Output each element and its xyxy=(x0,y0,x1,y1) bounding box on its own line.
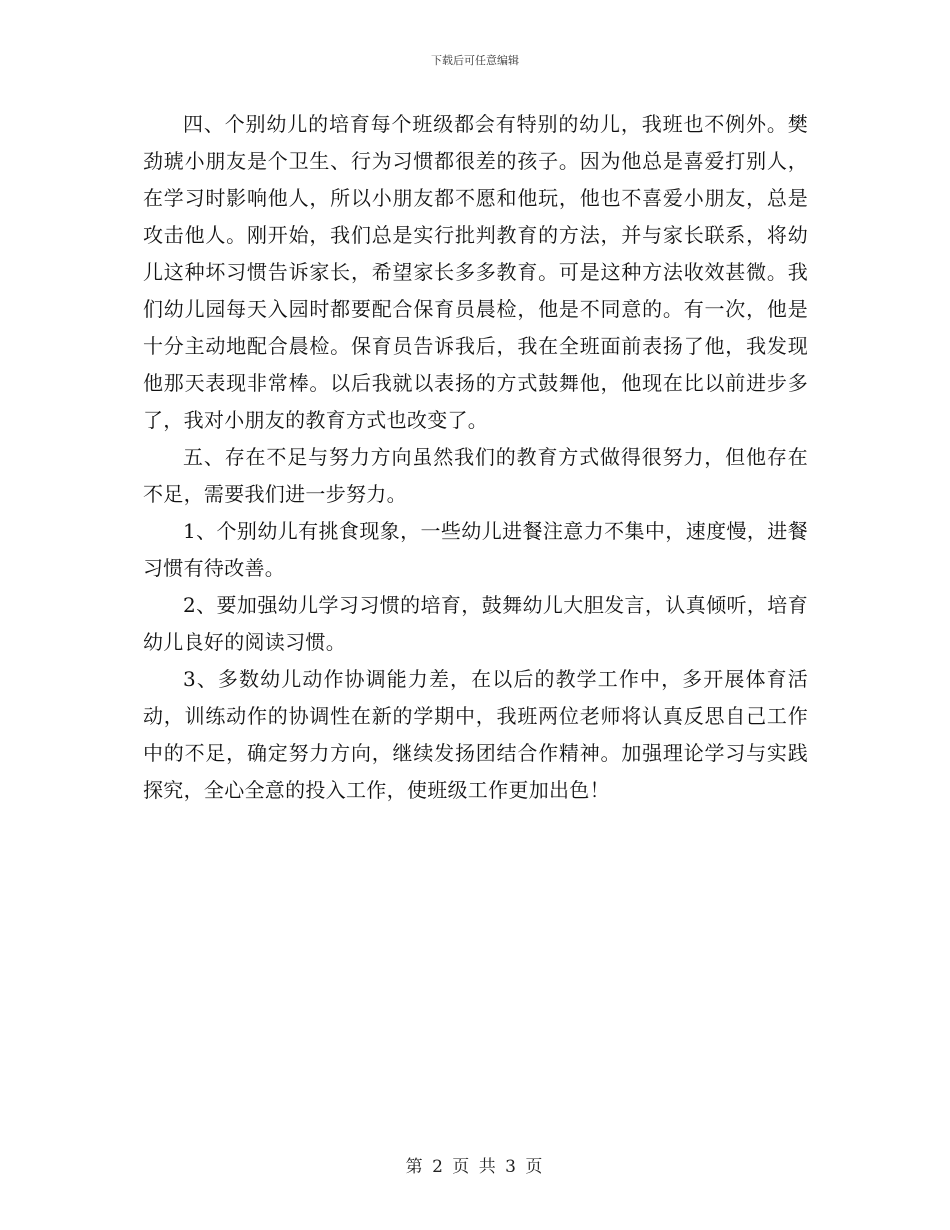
page-number: 第 2 页 共 3 页 xyxy=(405,1157,545,1177)
paragraph-item-3: 3、多数幼儿动作协调能力差，在以后的教学工作中，多开展体育活动，训练动作的协调性在新的学期中，我班两位老师将认真反思自己工作中的不足，确定努力方向，继续发扬团结合作精神。加强理论学习与实践探究，全心全意的投入工作，使班级工作更加出色！ xyxy=(143,667,808,802)
header-note: 下载后可任意编辑 xyxy=(431,54,519,67)
paragraph-item-2: 2、要加强幼儿学习习惯的培育，鼓舞幼儿大胆发言，认真倾听，培育幼儿良好的阅读习惯。 xyxy=(143,593,808,654)
paragraph-individual-cultivation: 四、个别幼儿的培育每个班级都会有特别的幼儿，我班也不例外。樊劲琥小朋友是个卫生、行为习惯都很差的孩子。因为他总是喜爱打别人，在学习时影响他人，所以小朋友都不愿和他玩，他也不喜爱小朋友，总是攻击他人。刚开始，我们总是实行批判教育的方法，并与家长联系，将幼儿这种坏习惯告诉家长，希望家长多多教育。可是这种方法收效甚微。我们幼儿园每天入园时都要配合保育员晨检，他是不同意的。有一次，他是十分主动地配合晨检。保育员告诉我后，我在全班面前表扬了他，我发现他那天表现非常棒。以后我就以表扬的方式鼓舞他，他现在比以前进步多了，我对小朋友的教育方式也改变了。 xyxy=(143,112,808,432)
paragraph-item-1: 1、个别幼儿有挑食现象，一些幼儿进餐注意力不集中，速度慢，进餐习惯有待改善。 xyxy=(143,519,808,580)
document-body xyxy=(143,106,808,809)
paragraph-shortcomings: 五、存在不足与努力方向虽然我们的教育方式做得很努力，但他存在不足，需要我们进一步努力。 xyxy=(143,445,808,506)
